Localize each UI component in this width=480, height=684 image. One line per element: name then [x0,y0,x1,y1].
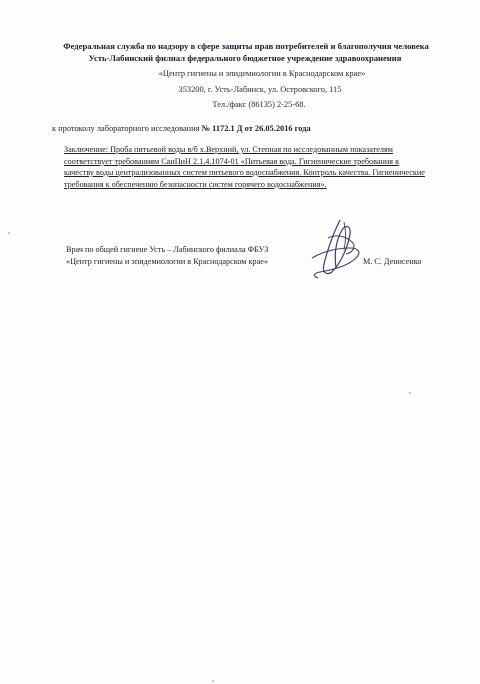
scan-speck [8,232,10,234]
header-agency: Федеральная служба по надзору в сфере защиты прав потребителей и благополучия человека [63,41,429,51]
signatory-title [66,244,268,268]
conclusion-label: Заключение [64,145,106,154]
conclusion-text: : Проба питьевой воды в/б х.Верхний, ул. Степная по исследованным показателям соответствует требованиям СанПиН 2.1.4.1074-01 «Питьевая вода. Гигиенические требования к качеству воды централизованных систем питьевого водоснабжения. Контроль качества. Гигиенические требования к обеспечению безопасности систем горячего водоснабжения». [64,145,425,189]
header-branch: Усть-Лабинский филиал федерального бюджетное учреждение здравоохранения [88,53,402,63]
protocol-prefix: к протоколу лабораторного исследования [52,124,200,133]
handwritten-signature [306,218,370,280]
protocol-number: № 1172.1 Д от 26.05.2016 года [201,124,311,133]
header-center: «Центр гигиены и эпидемиологии в Краснодарском крае» [158,69,366,78]
signatory-organization: «Центр гигиены и эпидемиологии в Краснодарском крае» [66,257,268,266]
signatory-name: М. С. Денисенко [363,257,422,266]
scan-speck [212,680,214,682]
header-phone: Тел./факс (86135) 2-25-68. [212,100,306,109]
conclusion-block [64,144,429,190]
protocol-reference [52,124,311,133]
scan-speck [409,392,411,394]
signatory-position: Врач по общей гигиене Усть – Лабинского филиала ФБУЗ [66,245,269,254]
header-address: 353200, г. Усть-Лабинск, ул. Островского, 115 [178,85,342,94]
